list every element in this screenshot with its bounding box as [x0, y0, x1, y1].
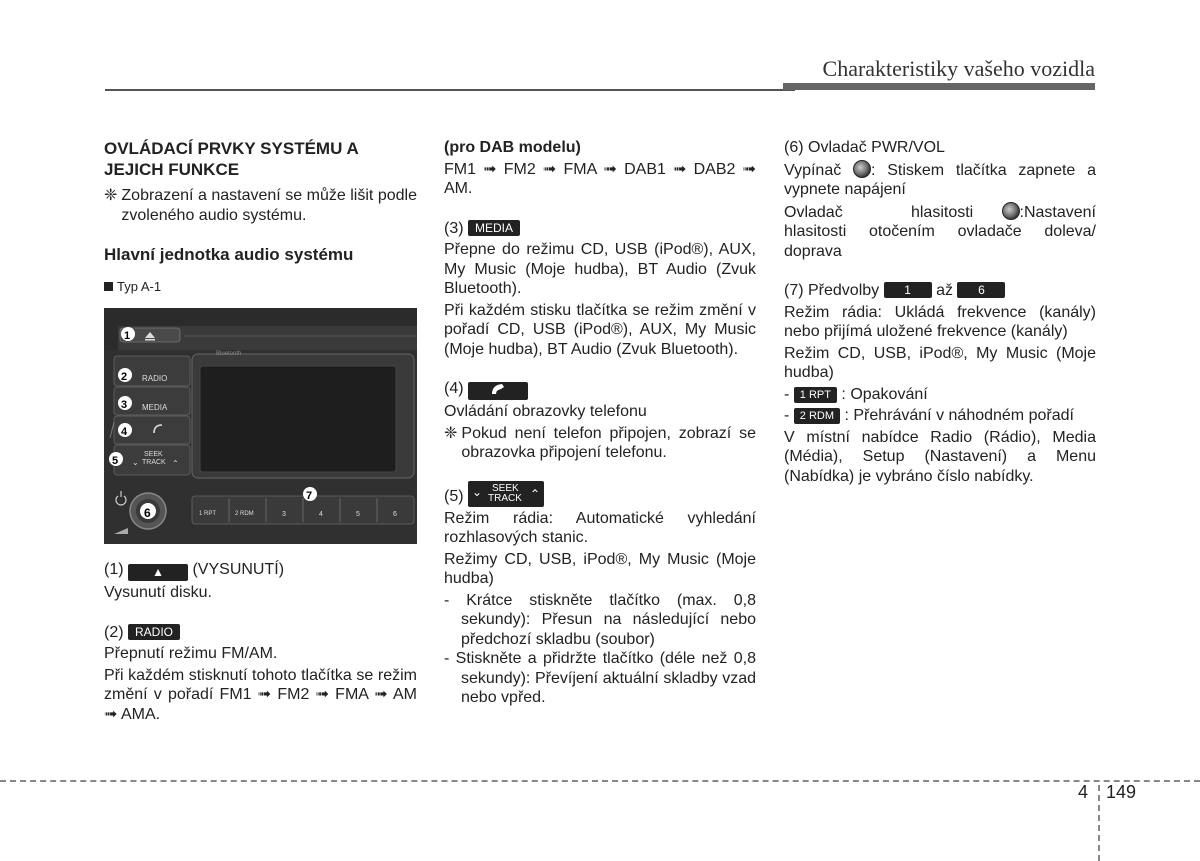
footer-vertical-divider	[1098, 785, 1100, 861]
chevron-down-icon: ⌄	[472, 484, 483, 499]
track-label: TRACK	[488, 492, 522, 504]
item6-volume	[784, 202, 1096, 262]
item7-pre: (7) Předvolby	[784, 282, 880, 299]
item6-power	[784, 160, 1096, 200]
callout-4: 4	[121, 426, 128, 438]
radio-button-badge: RADIO	[128, 624, 180, 640]
audio-unit-image	[104, 308, 417, 544]
device-radio-label: RADIO	[142, 374, 168, 383]
item6-volume-post: :Nastavení hlasitosti otočením ovladače doleva/ doprava	[784, 203, 1096, 260]
item4-note-text: Pokud není telefon připojen, zobrazí se obrazovka připojení telefonu.	[461, 424, 756, 461]
device-seek-down-icon: ⌄	[132, 458, 139, 467]
device-media-label: MEDIA	[142, 403, 168, 412]
phone-button-icon	[468, 382, 528, 400]
device-preset-6: 6	[393, 511, 397, 518]
knob-icon	[1002, 202, 1020, 220]
column-left	[104, 138, 417, 726]
item3-line	[444, 219, 756, 239]
seek-track-button-badge	[468, 481, 544, 507]
item1-text: Vysunutí disku.	[104, 584, 212, 601]
rpt-text: : Opakování	[841, 385, 928, 403]
item5-text1: Režim rádia: Automatické vyhledání rozhlasových stanic.	[444, 509, 756, 546]
rdm-badge: 2 RDM	[794, 408, 840, 424]
callout-6: 6	[144, 506, 151, 520]
item3-text1: Přepne do režimu CD, USB (iPod®), AUX, My Music (Moje hudba), BT Audio (Zvuk Bluetooth).	[444, 241, 756, 297]
note-text: Zobrazení a nastavení se může lišit podle zvoleného audio systému.	[121, 187, 417, 224]
device-track-label: TRACK	[142, 459, 166, 466]
note-symbol: ❈	[104, 187, 118, 204]
item5-line	[444, 481, 756, 507]
item5-text2: Režimy CD, USB, iPod®, My Music (Moje hudba)	[444, 550, 756, 587]
item6-volume-pre: Ovladač hlasitosti	[784, 203, 974, 221]
eject-button-icon: ▲	[128, 564, 188, 581]
device-preset-2: 2 RDM	[235, 511, 254, 517]
item7-text1: Režim rádia: Ukládá frekvence (kanály) nebo přijímá uložené frekvence (kanály)	[784, 303, 1096, 340]
chapter-number: 4	[1078, 782, 1089, 802]
media-button-badge: MEDIA	[468, 220, 520, 236]
device-seek-up-icon: ⌃	[172, 459, 179, 468]
callout-1: 1	[124, 330, 131, 342]
rdm-text: : Přehrávání v náhodném pořadí	[844, 407, 1074, 424]
item2-number: (2)	[104, 623, 124, 641]
page-header-title: Charakteristiky vašeho vozidla	[822, 56, 1095, 81]
device-bluetooth-label: Bluetooth	[216, 351, 242, 357]
column-right	[784, 138, 1096, 488]
section-title: OVLÁDACÍ PRVKY SYSTÉMU A JEJICH FUNKCE	[104, 139, 359, 179]
item5-bullet1: - Krátce stiskněte tlačítko (max. 0,8 sekundy): Přesun na následující nebo předchozí skladbu (soubor)	[444, 591, 756, 648]
preset-6-badge: 6	[957, 282, 1005, 298]
callout-2: 2	[121, 371, 128, 383]
item3-number: (3)	[444, 219, 464, 237]
item4-line	[444, 379, 756, 400]
item1-label: (VYSUNUTÍ)	[192, 561, 285, 578]
dab-title: (pro DAB modelu)	[444, 139, 581, 156]
header-rule-thin	[105, 89, 795, 91]
device-preset-4: 4	[319, 511, 323, 518]
rpt-badge: 1 RPT	[794, 387, 837, 403]
subsection-title: Hlavní jednotka audio systému	[104, 245, 354, 264]
header-rule-thick	[783, 83, 1095, 90]
knob-icon	[853, 160, 871, 178]
callout-3: 3	[121, 399, 128, 411]
item2-text1: Přepnutí režimu FM/AM.	[104, 645, 278, 662]
chevron-up-icon: ⌃	[529, 486, 541, 501]
item4-note	[444, 424, 756, 463]
column-middle	[444, 138, 756, 708]
item5-bullet2: - Stiskněte a přidržte tlačítko (déle než 0,8 sekundy): Převíjení aktuální skladby vzad nebo vpřed.	[444, 650, 756, 706]
device-preset-1: 1 RPT	[199, 511, 217, 517]
preset-1-badge: 1	[884, 282, 932, 298]
item7-text3: V místní nabídce Radio (Rádio), Media (Média), Setup (Nastavení) a Menu (Nabídka) je vybráno číslo nabídky.	[784, 428, 1096, 485]
callout-5: 5	[112, 455, 119, 467]
item6-power-post: : Stiskem tlačítka zapnete a vypnete napájení	[784, 161, 1096, 198]
item7-text2: Režim CD, USB, iPod®, My Music (Moje hudba)	[784, 344, 1096, 381]
item5-number: (5)	[444, 487, 464, 505]
item3-text2: Při každém stisku tlačítka se režim změní v pořadí CD, USB (iPod®), AUX, My Music (Moje hudba), BT Audio (Zvuk Bluetooth).	[444, 301, 756, 358]
type-label-text: Typ A-1	[117, 278, 162, 294]
bullet-square-icon	[104, 282, 113, 291]
item4-number: (4)	[444, 380, 464, 397]
device-preset-5: 5	[356, 511, 360, 518]
note-symbol: ❈	[444, 424, 458, 442]
footer-divider	[0, 780, 1200, 782]
item1-line	[104, 560, 417, 581]
item7-line	[784, 281, 1096, 301]
rpt-line: - 1 RPT : Opakování	[784, 385, 928, 403]
device-seek-label: SEEK	[144, 451, 163, 458]
item6-title: (6) Ovladač PWR/VOL	[784, 139, 945, 156]
item1-number: (1)	[104, 561, 124, 578]
dab-text: FM1 ➟ FM2 ➟ FMA ➟ DAB1 ➟ DAB2 ➟ AM.	[444, 160, 756, 197]
item2-line	[104, 623, 417, 643]
item7-mid: až	[936, 282, 953, 299]
callout-7: 7	[306, 490, 313, 502]
note	[104, 186, 417, 225]
item2-text2: Při každém stisknutí tohoto tlačítka se režim změní v pořadí FM1 ➟ FM2 ➟ FMA ➟ AM ➟ AMA.	[104, 666, 417, 723]
seek-label: SEEK	[492, 482, 519, 494]
item6-power-pre: Vypínač	[784, 161, 842, 179]
type-label	[104, 277, 417, 297]
page-number: 149	[1106, 782, 1137, 802]
rdm-line: - 2 RDM : Přehrávání v náhodném pořadí	[784, 407, 1074, 424]
device-preset-3: 3	[282, 511, 286, 518]
item4-text: Ovládání obrazovky telefonu	[444, 403, 647, 420]
